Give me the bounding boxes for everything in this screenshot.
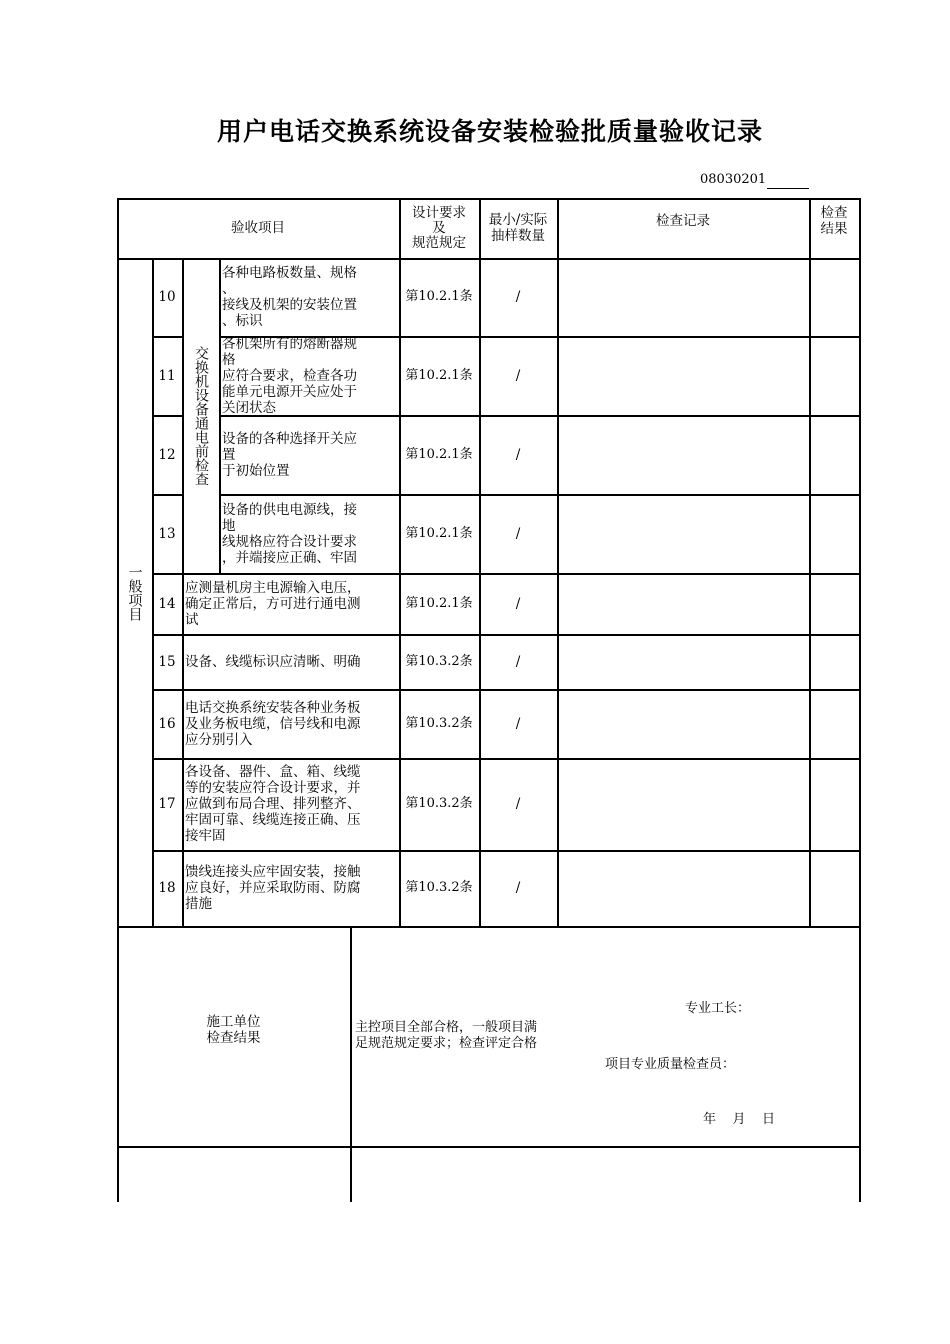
document-number: 08030201 <box>700 172 767 187</box>
document-number-suffix-line <box>767 188 809 189</box>
row-description: 电话交换系统安装各种业务板 及业务板电缆，信号线和电源 应分别引入 <box>185 699 361 748</box>
row-spec-clause: 第10.2.1条 <box>405 367 473 383</box>
row-sampling: / <box>515 595 521 612</box>
row-number: 15 <box>158 653 176 670</box>
row-description: 各设备、器件、盒、箱、线缆 等的安装应符合设计要求，并 应做到布局合理、排列整齐、 牢固可靠、线缆连接正确、压 接牢固 <box>185 764 361 844</box>
inspection-conclusion: 主控项目全部合格，一般项目满 足规范规定要求；检查评定合格 <box>355 1020 538 1051</box>
row-sampling: / <box>515 796 521 812</box>
row-description: 各机架所有的熔断器规 格 应符合要求，检查各功 能单元电源开关应处于 关闭状态 <box>222 335 357 416</box>
row-spec-clause: 第10.2.1条 <box>405 525 473 541</box>
row-description: 设备、线缆标识应清晰、明确 <box>185 653 361 670</box>
row-sampling: / <box>515 367 521 384</box>
row-sampling: / <box>515 525 521 542</box>
row-spec-clause: 第10.3.2条 <box>405 880 473 895</box>
row-description: 馈线连接头应牢固安装，接触 应良好，并应采取防雨、防腐 措施 <box>185 864 361 912</box>
construction-unit-label: 施工单位 检查结果 <box>206 1014 261 1046</box>
row-spec-clause: 第10.3.2条 <box>405 796 473 811</box>
row-sampling: / <box>515 653 521 670</box>
row-spec-clause: 第10.3.2条 <box>405 653 473 669</box>
row-spec-clause: 第10.3.2条 <box>405 715 473 731</box>
row-number: 17 <box>158 796 176 812</box>
row-sampling: / <box>515 880 521 896</box>
header-result: 检查 结果 <box>820 204 848 237</box>
row-number: 16 <box>158 715 176 732</box>
foreman-label: 专业工长： <box>685 1001 751 1016</box>
row-description: 各种电路板数量、规格 、 接线及机架的安装位置 、标识 <box>222 265 357 329</box>
row-description: 设备的各种选择开关应 置 于初始位置 <box>222 430 357 479</box>
group-power-on-check: 交换机设备通电前检查 <box>193 345 209 486</box>
row-spec-clause: 第10.2.1条 <box>405 595 473 611</box>
row-number: 13 <box>158 525 176 542</box>
date-label: 年 月 日 <box>703 1112 776 1127</box>
quality-inspector-label: 项目专业质量检查员： <box>605 1057 736 1072</box>
header-record: 检查记录 <box>656 212 710 229</box>
row-sampling: / <box>515 446 521 463</box>
category-general-items: 一般项目 <box>126 564 143 621</box>
row-number: 10 <box>158 289 176 305</box>
row-number: 11 <box>158 367 176 384</box>
header-design-requirement: 设计要求 及 规范规定 <box>412 204 466 251</box>
header-sampling: 最小/实际 抽样数量 <box>488 212 548 244</box>
row-sampling: / <box>515 289 521 305</box>
header-item: 验收项目 <box>231 220 285 236</box>
row-spec-clause: 第10.2.1条 <box>405 446 473 462</box>
row-sampling: / <box>515 715 521 732</box>
row-number: 12 <box>158 446 176 463</box>
row-number: 18 <box>158 880 176 896</box>
row-number: 14 <box>158 595 176 612</box>
row-description: 应测量机房主电源输入电压， 确定正常后，方可进行通电测 试 <box>185 579 361 628</box>
row-description: 设备的供电电源线，接 地 线规格应符合设计要求 ，并端接应正确、牢固 <box>222 501 357 566</box>
row-spec-clause: 第10.2.1条 <box>405 289 473 304</box>
page-title: 用户电话交换系统设备安装检验批质量验收记录 <box>216 117 763 146</box>
